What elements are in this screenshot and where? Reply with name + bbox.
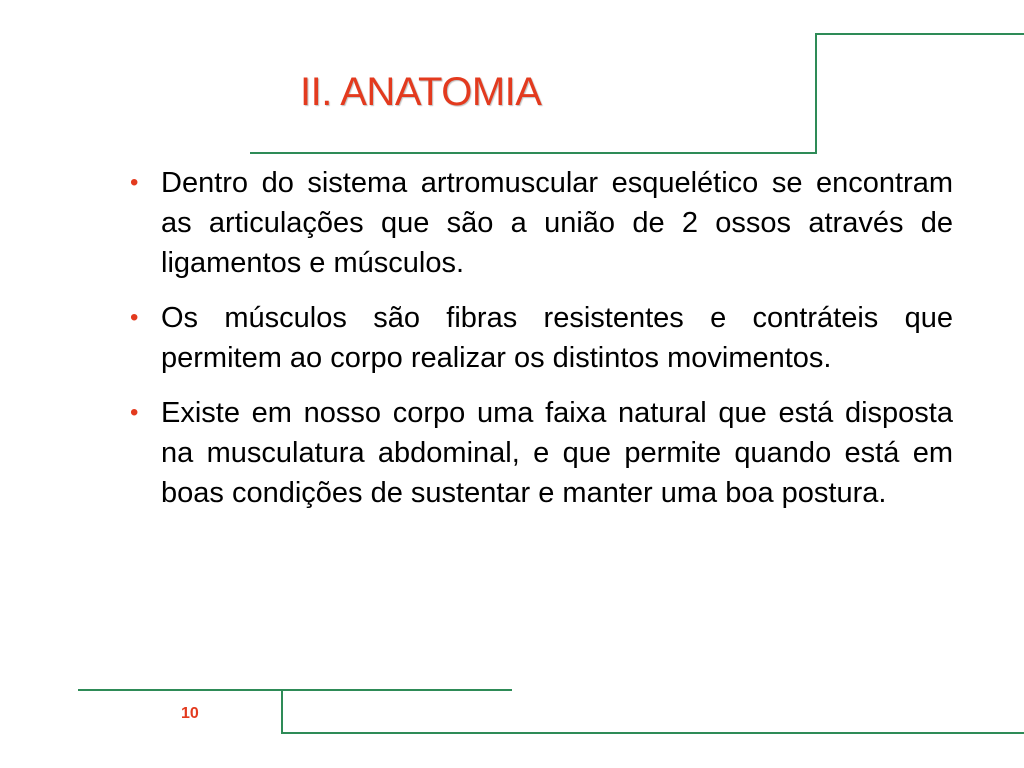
slide-title: II. ANATOMIA [300, 70, 542, 114]
bullet-list [130, 163, 953, 528]
bullet-item [130, 393, 953, 513]
frame-line-under-title [250, 152, 817, 154]
bullet-text: Existe em nosso corpo uma faixa natural que está disposta na musculatura abdominal, e que permite quando está em boas condições de sustentar e manter uma boa postura. [161, 397, 953, 509]
bullet-text: Os músculos são fibras resistentes e contráteis que permitem ao corpo realizar os distintos movimentos. [161, 302, 953, 374]
frame-line-top-right-horizontal [816, 33, 1024, 35]
bullet-item [130, 298, 953, 378]
bullet-item [130, 163, 953, 283]
bullet-marker-icon: • [130, 169, 139, 196]
page-number: 10 [181, 705, 199, 722]
bullet-marker-icon: • [130, 399, 139, 426]
frame-line-top-right-vertical [815, 33, 817, 154]
frame-line-bottom-right-horizontal [281, 732, 1024, 734]
bullet-marker-icon: • [130, 304, 139, 331]
bullet-text: Dentro do sistema artromuscular esquelético se encontram as articulações que são a união de 2 ossos através de ligamentos e músculos. [161, 167, 953, 279]
frame-line-bottom-left-horizontal [78, 689, 512, 691]
frame-line-bottom-vertical [281, 689, 283, 734]
